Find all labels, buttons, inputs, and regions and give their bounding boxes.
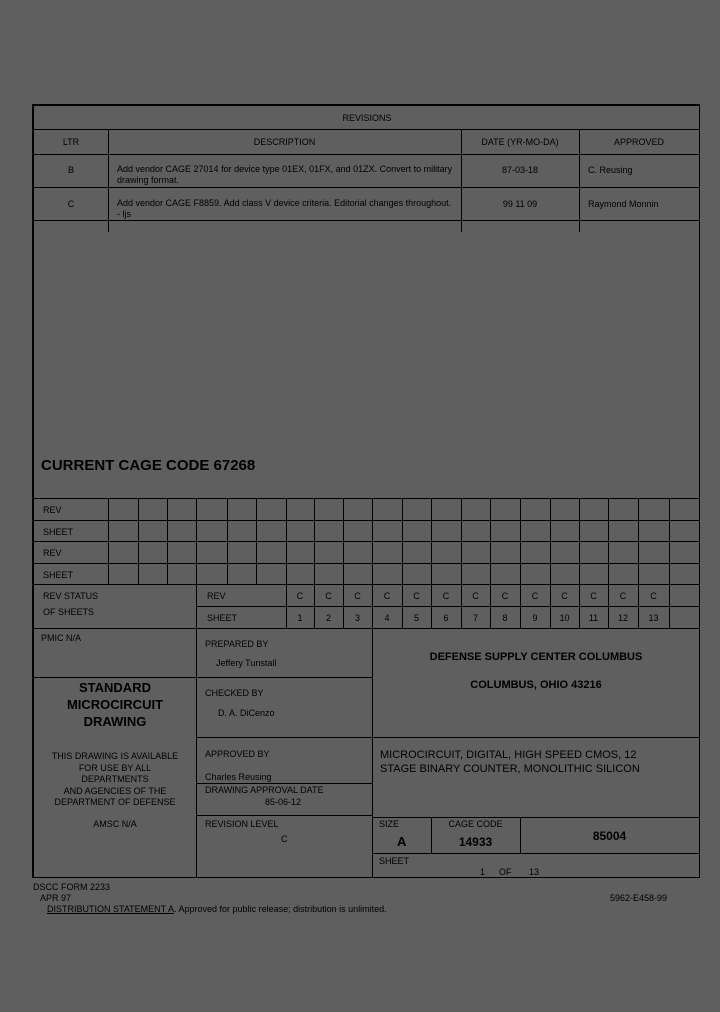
revision-approved: Raymond Monnin [588, 199, 659, 209]
approval-date-value: 85-06-12 [265, 797, 302, 807]
sheet-label-block: SHEET [379, 856, 410, 866]
rev-status-label: REV STATUS [43, 591, 99, 601]
date-header: DATE (YR-MO-DA) [481, 137, 559, 147]
availability-line: DEPARTMENTS [81, 774, 149, 784]
distribution-text: . Approved for public release; distribution is unlimited. [174, 904, 387, 914]
availability-line: DEPARTMENT OF DEFENSE [54, 797, 176, 807]
sheet-inner-label: SHEET [207, 613, 238, 623]
rev-status-cell: C [354, 591, 361, 601]
rev-status-cell: C [531, 591, 539, 601]
sheet-number-cell: 3 [354, 613, 360, 623]
dscc-name: DEFENSE SUPPLY CENTER COLUMBUS [429, 651, 643, 663]
distribution-statement [47, 904, 387, 914]
sheet-number-cell: 2 [325, 613, 331, 623]
approved-by-label: APPROVED BY [205, 749, 270, 759]
revisions-title: REVISIONS [342, 113, 392, 123]
approval-date-label: DRAWING APPROVAL DATE [205, 785, 324, 795]
current-cage-code: CURRENT CAGE CODE 67268 [41, 457, 256, 474]
size-label: SIZE [379, 819, 400, 829]
drawing-title [380, 748, 640, 776]
sheet-number-cell: 9 [532, 613, 538, 623]
drawing-number: 85004 [592, 829, 627, 843]
rev-status-cell: C [442, 591, 450, 601]
doc-id: 5962-E458-99 [610, 893, 668, 903]
sheet-total: 13 [529, 867, 540, 877]
standard-line: STANDARD [79, 680, 151, 695]
cage-code-value: 14933 [458, 835, 493, 849]
sheet-label: SHEET [43, 527, 74, 537]
revision-level-label: REVISION LEVEL [205, 819, 279, 829]
prepared-by-label: PREPARED BY [205, 639, 269, 649]
of-sheets-label: OF SHEETS [43, 607, 95, 617]
standard-line: MICROCIRCUIT [66, 697, 164, 712]
sheet-number-cell: 12 [617, 613, 628, 623]
revision-date: 87-03-18 [501, 165, 539, 175]
revision-date: 99 11 09 [502, 199, 538, 209]
rev-status-cell: C [650, 591, 657, 601]
revision-level-value: C [281, 834, 288, 844]
ltr-header: LTR [62, 137, 80, 147]
rev-inner-label: REV [207, 591, 226, 601]
distribution-label: DISTRIBUTION STATEMENT A [47, 904, 175, 914]
availability-note [34, 751, 196, 809]
rev-status-cell: C [472, 591, 479, 601]
rev-status-cell: C [325, 591, 332, 601]
sheet-number-cell: 1 [297, 613, 303, 623]
description-header: DESCRIPTION [253, 137, 316, 147]
form-number: DSCC FORM 2233 [33, 882, 111, 892]
sheet-number-cell: 11 [588, 613, 599, 623]
drawing-title-line: STAGE BINARY COUNTER, MONOLITHIC SILICON [380, 763, 640, 775]
checked-by-label: CHECKED BY [205, 688, 264, 698]
revision-description: Add vendor CAGE F8859. Add class V device criteria. Editorial changes throughout. - ljs [117, 198, 452, 219]
rev-status-cell: C [619, 591, 627, 601]
dscc-address: COLUMBUS, OHIO 43216 [470, 679, 602, 691]
rev-label: REV [43, 505, 62, 515]
availability-line: FOR USE BY ALL [78, 762, 152, 773]
amsc: AMSC N/A [93, 819, 137, 829]
sheet-number-cell: 8 [502, 613, 508, 623]
sheet-number-cell: 6 [443, 613, 449, 623]
revision-description: Add vendor CAGE 27014 for device type 01EX, 01FX, and 01ZX. Convert to military drawing format. [117, 164, 453, 185]
standard-line: DRAWING [83, 714, 147, 729]
rev-label-2: REV [43, 548, 62, 558]
checked-by-name: D. A. DiCenzo [218, 708, 275, 718]
availability-line: AND AGENCIES OF THE [63, 785, 167, 796]
approved-header: APPROVED [613, 137, 664, 147]
availability-line: THIS DRAWING IS AVAILABLE [51, 751, 179, 761]
revision-ltr: B [67, 165, 74, 175]
sheet-number: 1 [480, 867, 486, 877]
revision-ltr: C [67, 199, 75, 209]
pmic: PMIC N/A [41, 633, 82, 643]
rev-status-cell: C [383, 591, 391, 601]
cage-code-label: CAGE CODE [448, 819, 503, 829]
sheet-number-cell: 13 [648, 613, 659, 623]
drawing-title-line: MICROCIRCUIT, DIGITAL, HIGH SPEED CMOS, 12 [380, 749, 637, 761]
prepared-by-name: Jeffery Tunstall [216, 658, 277, 668]
sheet-label-2: SHEET [43, 570, 74, 580]
rev-status-cell: C [561, 591, 568, 601]
revision-approved: C. Reusing [588, 165, 633, 175]
sheet-number-cell: 5 [413, 613, 419, 623]
size-value: A [397, 834, 407, 849]
sheet-of: OF [499, 867, 512, 877]
rev-status-cell: C [296, 591, 304, 601]
form-date: APR 97 [40, 893, 72, 903]
sheet-number-cell: 7 [472, 613, 478, 623]
approved-by-name: Charles Reusing [205, 772, 272, 782]
rev-status-cell: C [590, 591, 597, 601]
sheet-number-cell: 10 [559, 613, 570, 623]
rev-status-cell: C [501, 591, 509, 601]
standard-drawing-title [34, 679, 196, 730]
sheet-number-cell: 4 [384, 613, 390, 623]
rev-status-cell: C [413, 591, 420, 601]
